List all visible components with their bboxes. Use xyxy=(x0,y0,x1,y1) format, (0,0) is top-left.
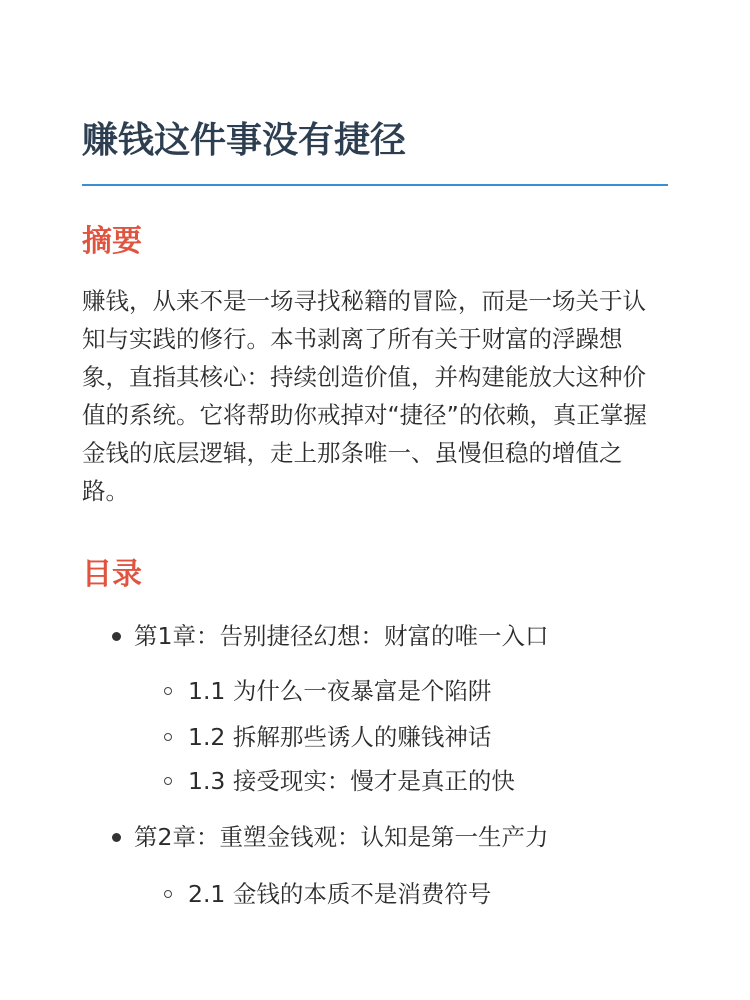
toc-section-1-3[interactable]: 1.3 接受现实：慢才是真正的快 xyxy=(188,767,515,795)
toc-chapter-1[interactable]: 第1章：告别捷径幻想：财富的唯一入口 xyxy=(134,622,549,650)
toc-section-1-1[interactable]: 1.1 为什么一夜暴富是个陷阱 xyxy=(188,677,492,705)
toc-section-2-1[interactable]: 2.1 金钱的本质不是消费符号 xyxy=(188,880,492,908)
abstract-heading: 摘要 xyxy=(82,224,142,259)
circle-bullet-icon xyxy=(164,687,172,695)
circle-bullet-icon xyxy=(164,890,172,898)
page-title: 赚钱这件事没有捷径 xyxy=(82,120,407,161)
toc-chapter-2[interactable]: 第2章：重塑金钱观：认知是第一生产力 xyxy=(134,823,549,851)
circle-bullet-icon xyxy=(164,777,172,785)
title-divider xyxy=(82,184,668,186)
toc-heading: 目录 xyxy=(82,557,142,592)
abstract-paragraph: 赚钱，从来不是一场寻找秘籍的冒险，而是一场关于认知与实践的修行。本书剥离了所有关于财富的浮躁想象，直指其核心：持续创造价值，并构建能放大这种价值的系统。它将帮助你戒掉对“捷径”的依赖，真正掌握金钱的底层逻辑，走上那条唯一、虽慢但稳的增值之路。 xyxy=(82,287,647,505)
circle-bullet-icon xyxy=(164,733,172,741)
toc-section-1-2[interactable]: 1.2 拆解那些诱人的赚钱神话 xyxy=(188,723,492,751)
disc-bullet-icon xyxy=(112,833,121,842)
disc-bullet-icon xyxy=(112,632,121,641)
